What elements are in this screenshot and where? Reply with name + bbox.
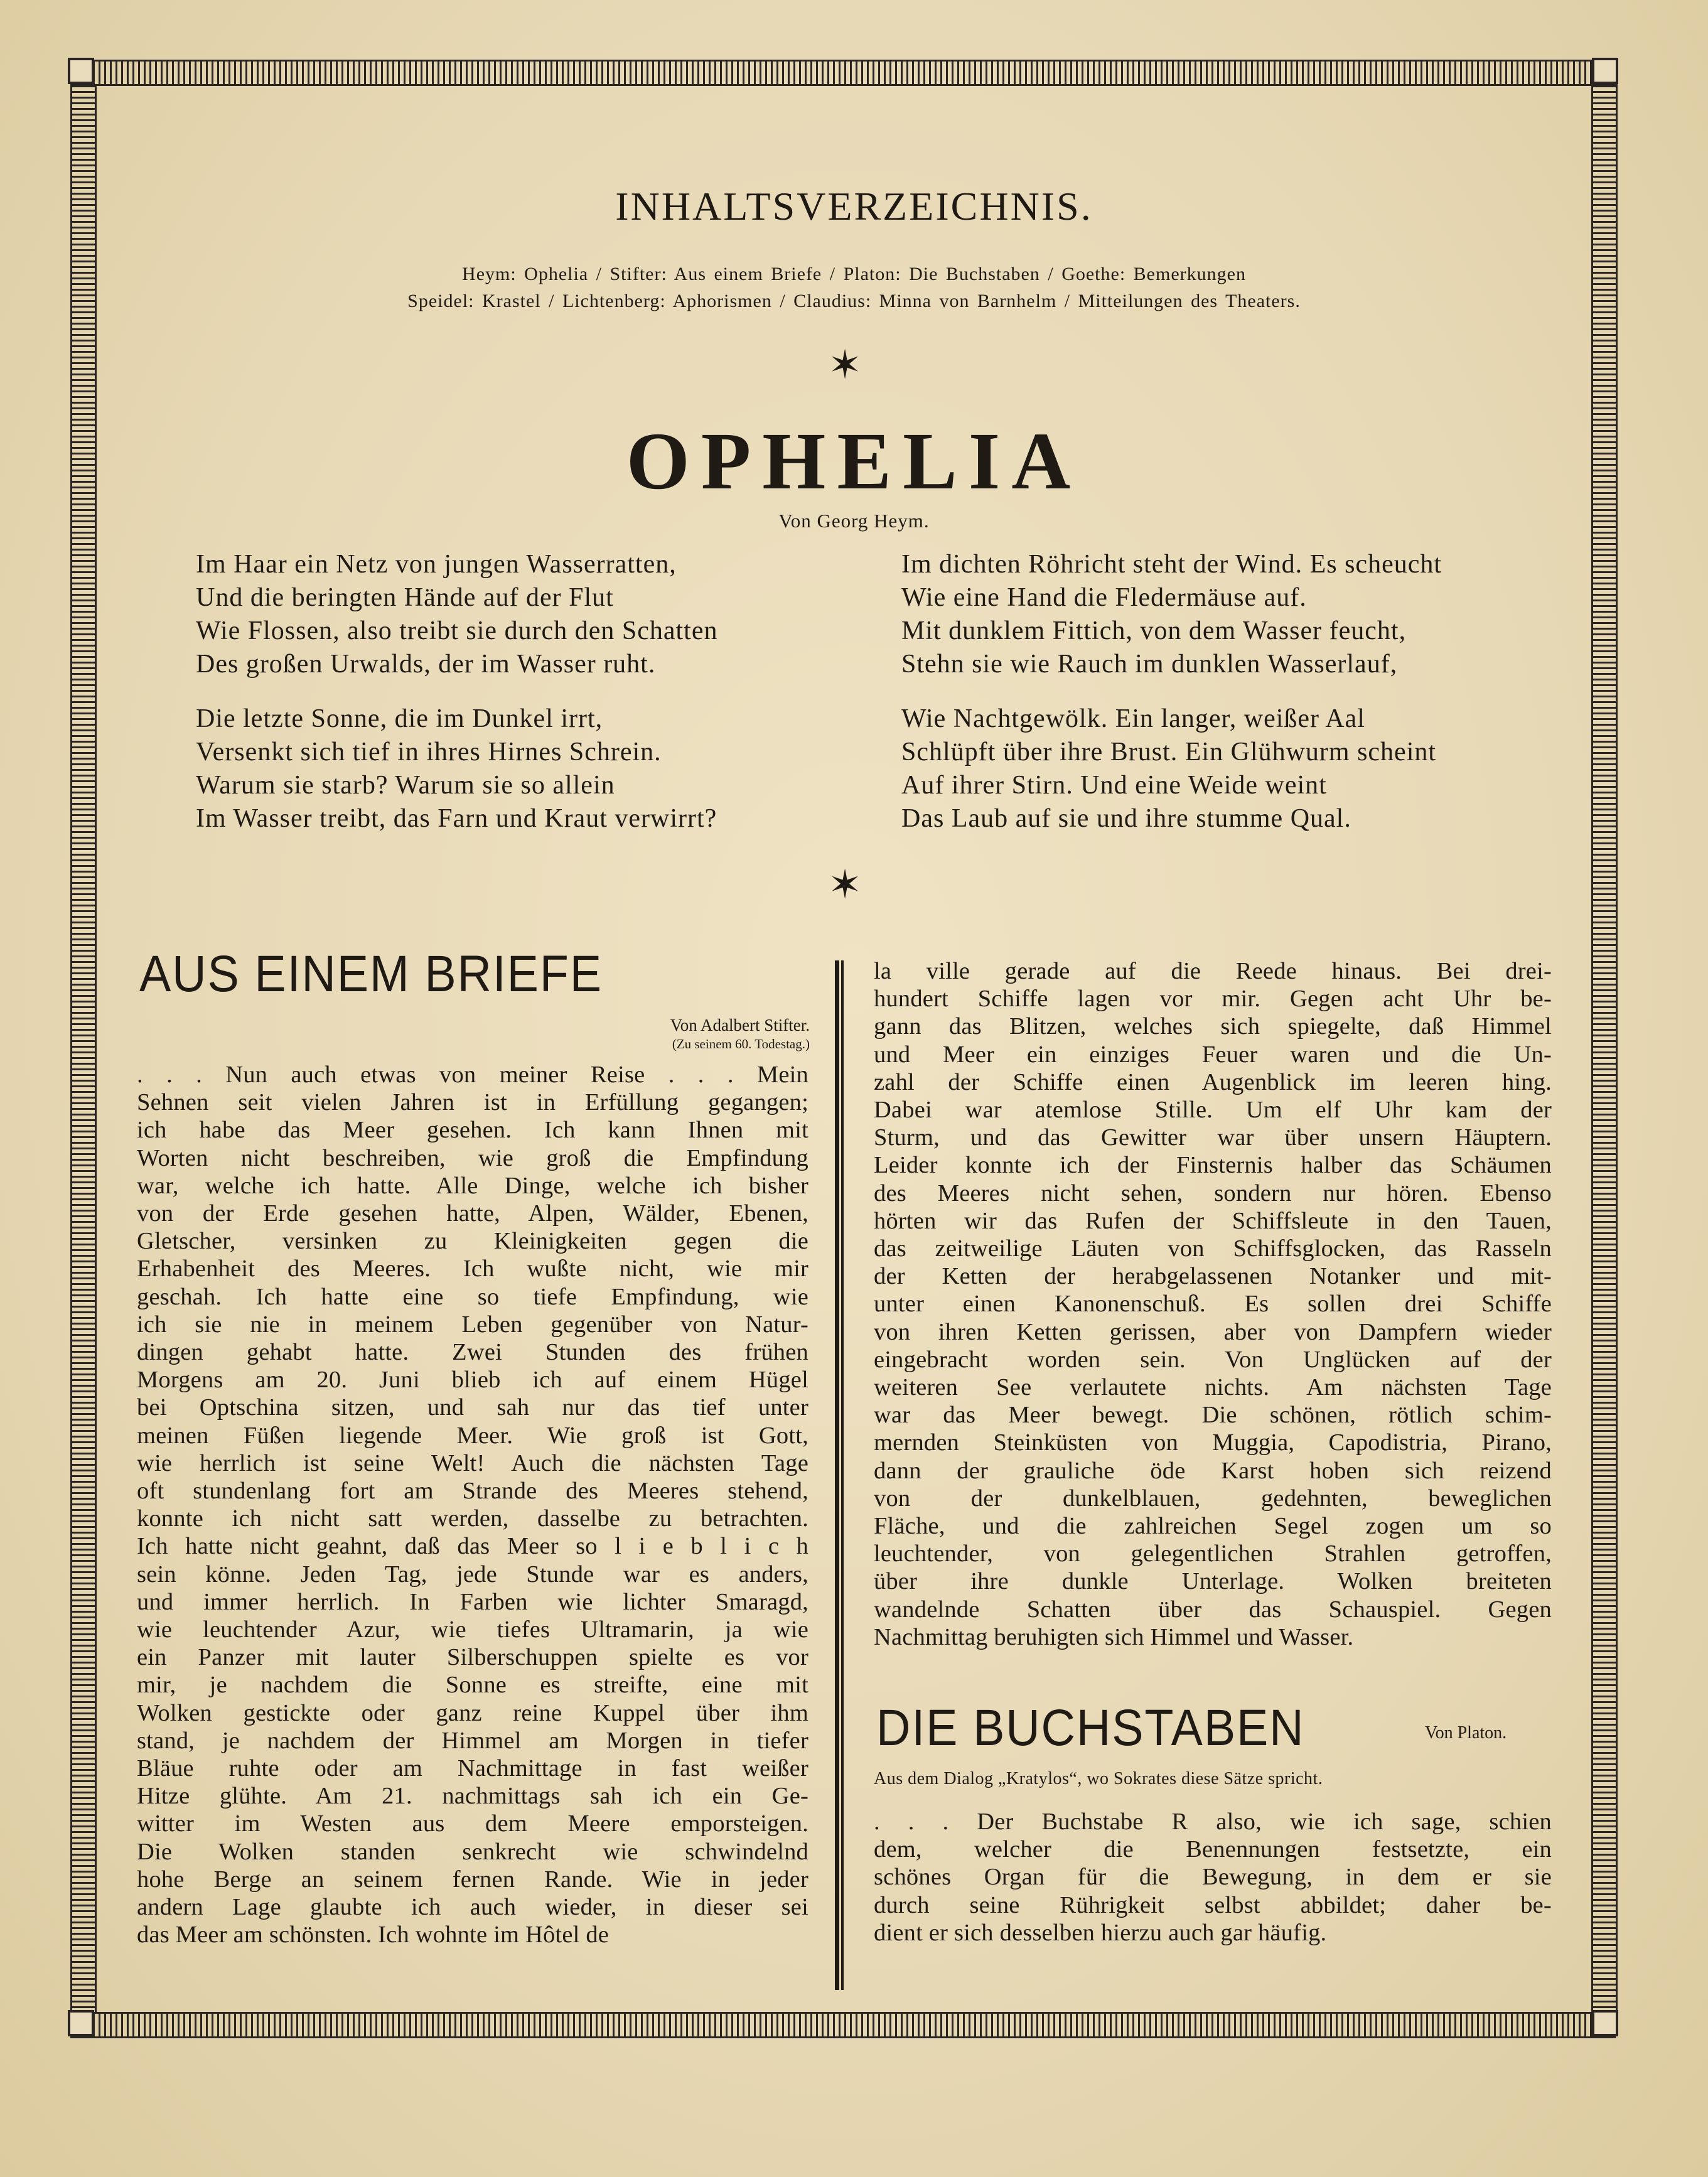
poem-right-column — [901, 548, 1442, 836]
text-line: meinen Füßen liegende Meer. Wie groß ist Gott, — [137, 1422, 808, 1449]
brief-byline — [565, 1016, 810, 1053]
buchstaben-title: DIE BUCHSTABEN — [876, 1699, 1305, 1756]
text-line: witter im Westen aus dem Meere emporsteigen. — [137, 1810, 808, 1837]
poem-line: Im Wasser treibt, das Farn und Kraut verwirrt? — [196, 804, 717, 833]
text-line: wie herrlich ist seine Welt! Auch die nächsten Tage — [137, 1449, 808, 1476]
text-line: wandelnde Schatten über das Schauspiel. Gegen — [874, 1596, 1552, 1623]
text-line: dient er sich desselben hierzu auch gar häufig. — [874, 1919, 1327, 1946]
text-line: von ihren Ketten gerissen, aber von Dampfern wieder — [874, 1318, 1552, 1345]
text-line: Fläche, und die zahlreichen Segel zogen um so — [874, 1513, 1552, 1540]
frame-corner-ornament — [1592, 58, 1618, 84]
poem-line: Und die beringten Hände auf der Flut — [196, 583, 614, 612]
frame-right-border — [1591, 84, 1618, 2014]
text-line: leuchtender, von gelegentlichen Strahlen getroffen, — [874, 1540, 1552, 1567]
poem-line: Des großen Urwalds, der im Wasser ruht. — [196, 650, 656, 679]
frame-top-border — [70, 60, 1616, 86]
text-line: . . . Nun auch etwas von meiner Reise . . . Mein — [137, 1062, 808, 1088]
buchstaben-column — [874, 1808, 1552, 1947]
text-line: . . . Der Buchstabe R also, wie ich sage, schien — [874, 1809, 1552, 1835]
text-line: sein könne. Jeden Tag, jede Stunde war es anders, — [137, 1561, 808, 1588]
text-line: hörten wir das Rufen der Schiffsleute in den Tauen, — [874, 1207, 1552, 1234]
text-line: Worten nicht beschreiben, wie groß die Empfindung — [137, 1144, 808, 1171]
text-line: Nachmittag beruhigten sich Himmel und Wasser. — [874, 1623, 1354, 1650]
text-line: Sturm, und das Gewitter war über unsern Häuptern. — [874, 1124, 1552, 1151]
text-line: und immer herrlich. In Farben wie lichter Smaragd, — [137, 1588, 808, 1615]
poem-line: Warum sie starb? Warum sie so allein — [196, 771, 615, 800]
text-line: schönes Organ für die Bewegung, in dem er sie — [874, 1864, 1552, 1891]
buchstaben-subtitle: Aus dem Dialog „Kratylos“, wo Sokrates diese Sätze spricht. — [874, 1769, 1323, 1788]
poem-left-column — [196, 548, 717, 836]
star-ornament-icon: ✶ — [828, 343, 862, 387]
text-line: der Ketten der herabgelassenen Notanker und mit- — [874, 1263, 1552, 1290]
text-line: ich sie nie in meinem Leben gegenüber von Natur- — [137, 1311, 808, 1338]
brief-title: AUS EINEM BRIEFE — [139, 945, 603, 1002]
poem-line: Wie Flossen, also treibt sie durch den Schatten — [196, 616, 718, 645]
text-line: dingen gehabt hatte. Zwei Stunden des frühen — [137, 1339, 808, 1366]
text-line: mernden Steinküsten von Muggia, Capodistria, Pirano, — [874, 1429, 1552, 1456]
brief-column-left — [137, 1061, 808, 1949]
text-line: hundert Schiffe lagen vor mir. Gegen acht Uhr be- — [874, 986, 1552, 1013]
text-line: über ihre dunkle Unterlage. Wolken breiteten — [874, 1568, 1552, 1595]
text-line: zahl der Schiffe einen Augenblick im leeren hing. — [874, 1068, 1552, 1095]
ophelia-byline: Von Georg Heym. — [778, 510, 930, 532]
text-line: unter einen Kanonenschuß. Es sollen drei Schiffe — [874, 1291, 1552, 1318]
text-line: Erhabenheit des Meeres. Ich wußte nicht, wie mir — [137, 1255, 808, 1282]
toc-heading: INHALTSVERZEICHNIS. — [615, 184, 1093, 228]
poem-line: Mit dunklem Fittich, von dem Wasser feucht, — [901, 616, 1407, 645]
text-line: Dabei war atemlose Stille. Um elf Uhr kam der — [874, 1097, 1552, 1124]
frame-corner-ornament — [1592, 2010, 1618, 2036]
poem-line: Im dichten Röhricht steht der Wind. Es scheucht — [901, 550, 1442, 579]
text-line: des Meeres nicht sehen, sondern nur hören. Ebenso — [874, 1180, 1552, 1207]
text-line: das Meer am schönsten. Ich wohnte im Hôtel de — [137, 1922, 610, 1949]
column-divider — [835, 960, 844, 1990]
text-line: ich habe das Meer gesehen. Ich kann Ihnen mit — [137, 1117, 808, 1144]
poem-line: Wie eine Hand die Fledermäuse auf. — [901, 583, 1307, 612]
text-line: von der dunkelblauen, gedehnten, beweglichen — [874, 1485, 1552, 1512]
text-line: Die Wolken standen senkrecht wie schwindelnd — [137, 1838, 808, 1865]
buchstaben-byline: Von Platon. — [1425, 1723, 1507, 1743]
poem-line: Das Laub auf sie und ihre stumme Qual. — [901, 804, 1351, 833]
text-line: geschah. Ich hatte eine so tiefe Empfindung, wie — [137, 1283, 808, 1310]
poem-line: Schlüpft über ihre Brust. Ein Glühwurm scheint — [901, 738, 1437, 766]
text-line: Gletscher, versinken zu Kleinigkeiten gegen die — [137, 1228, 808, 1255]
text-line: durch seine Rührigkeit selbst abbildet; daher be- — [874, 1891, 1552, 1918]
text-line: stand, je nachdem der Himmel am Morgen in tiefer — [137, 1727, 808, 1754]
text-line: und Meer ein einziges Feuer waren und die Un- — [874, 1041, 1552, 1068]
toc-line: Speidel: Krastel / Lichtenberg: Aphorismen / Claudius: Minna von Barnhelm / Mitteilungen des Theaters. — [407, 291, 1301, 311]
text-line: das zeitweilige Läuten von Schiffsglocken, das Rasseln — [874, 1235, 1552, 1262]
text-line: Hitze glühte. Am 21. nachmittags sah ich ein Ge- — [137, 1783, 808, 1810]
frame-corner-ornament — [68, 2010, 94, 2036]
toc-line: Heym: Ophelia / Stifter: Aus einem Briefe / Platon: Die Buchstaben / Goethe: Bemerkungen — [462, 264, 1246, 284]
text-line: mir, je nachdem die Sonne es streifte, eine mit — [137, 1672, 808, 1699]
text-line: Ich hatte nicht geahnt, daß das Meer so l i e b l i c h — [137, 1533, 808, 1560]
poem-line: Auf ihrer Stirn. Und eine Weide weint — [901, 771, 1327, 800]
text-line: konnte ich nicht satt werden, dasselbe zu betrachten. — [137, 1505, 808, 1532]
text-line: war das Meer bewegt. Die schönen, rötlich schim- — [874, 1402, 1552, 1429]
poem-line: Stehn sie wie Rauch im dunklen Wasserlauf, — [901, 650, 1398, 679]
text-line: andern Lage glaubte ich auch wieder, in dieser sei — [137, 1894, 808, 1921]
ophelia-title: OPHELIA — [626, 416, 1082, 507]
text-line: Sehnen seit vielen Jahren ist in Erfüllung gegangen; — [137, 1089, 808, 1116]
star-ornament-icon: ✶ — [828, 863, 862, 907]
text-line: wie leuchtender Azur, wie tiefes Ultramarin, ja wie — [137, 1616, 808, 1643]
text-line: Bläue ruhte oder am Nachmittage in fast weißer — [137, 1755, 808, 1782]
text-line: ein Panzer mit lauter Silberschuppen spielte es vor — [137, 1644, 808, 1671]
brief-column-right — [874, 957, 1552, 1651]
poem-line: Im Haar ein Netz von jungen Wasserratten, — [196, 550, 677, 579]
frame-corner-ornament — [68, 58, 94, 84]
text-line: hohe Berge an seinem fernen Rande. Wie in jeder — [137, 1866, 808, 1893]
brief-occasion: (Zu seinem 60. Todestag.) — [672, 1036, 810, 1051]
text-line: bei Optschina sitzen, und sah nur das tief unter — [137, 1394, 808, 1421]
poem-line: Die letzte Sonne, die im Dunkel irrt, — [196, 704, 603, 733]
text-line: Morgens am 20. Juni blieb ich auf einem Hügel — [137, 1367, 808, 1394]
text-line: war, welche ich hatte. Alle Dinge, welche ich bisher — [137, 1172, 808, 1199]
text-line: la ville gerade auf die Reede hinaus. Bei drei- — [874, 958, 1552, 984]
text-line: gann das Blitzen, welches sich spiegelte, daß Himmel — [874, 1013, 1552, 1040]
text-line: Wolken gestickte oder ganz reine Kuppel über ihm — [137, 1699, 808, 1726]
text-line: dann der grauliche öde Karst hoben sich reizend — [874, 1457, 1552, 1484]
text-line: oft stundenlang fort am Strande des Meeres stehend, — [137, 1478, 808, 1505]
frame-bottom-border — [70, 2012, 1616, 2038]
text-line: weiteren See verlautete nichts. Am nächsten Tage — [874, 1374, 1552, 1401]
text-line: Leider konnte ich der Finsternis halber das Schäumen — [874, 1152, 1552, 1179]
frame-left-border — [70, 84, 97, 2014]
text-line: eingebracht worden sein. Von Unglücken auf der — [874, 1346, 1552, 1373]
text-line: von der Erde gesehen hatte, Alpen, Wälder, Ebenen, — [137, 1200, 808, 1227]
brief-author: Von Adalbert Stifter. — [670, 1016, 810, 1035]
text-line: dem, welcher die Benennungen festsetzte, ein — [874, 1836, 1552, 1863]
poem-line: Wie Nachtgewölk. Ein langer, weißer Aal — [901, 704, 1365, 733]
poem-line: Versenkt sich tief in ihres Hirnes Schrein. — [196, 738, 662, 766]
